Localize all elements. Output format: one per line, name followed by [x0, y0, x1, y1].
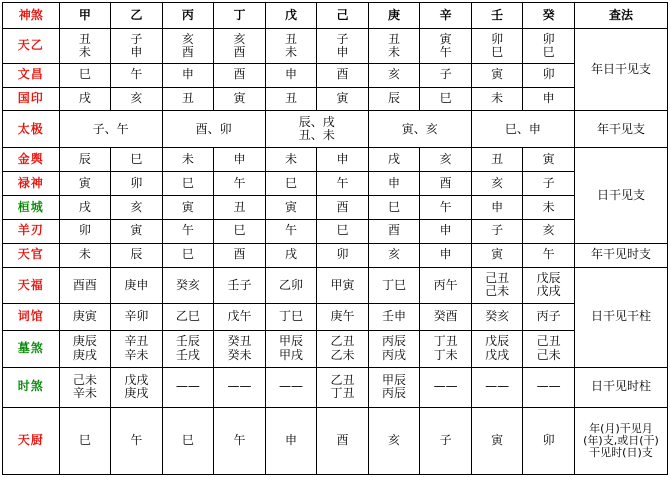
cell-tianyi-jia: 丑 未	[59, 29, 111, 64]
row-label-jinyu: 金舆	[3, 148, 60, 172]
cell-wenchang-wu: 申	[265, 63, 317, 87]
cell-tianguan-ren: 寅	[471, 243, 523, 267]
cell-lushen-ji: 午	[317, 172, 369, 196]
cell-taiji-wuji: 辰、戌 丑、未	[265, 111, 368, 148]
cell-taiji-rengui: 巳、申	[471, 111, 574, 148]
cell-shisha-bing: ——	[162, 367, 214, 408]
cell-huancheng-ren: 申	[471, 196, 523, 220]
cell-lushen-bing: 巳	[162, 172, 214, 196]
table-row-tianguan	[3, 243, 668, 267]
method-tianchu-line1: 年(月)干见月	[589, 421, 653, 435]
cell-wenchang-ding: 酉	[214, 63, 266, 87]
cell-tianfu-wu: 乙卯	[265, 267, 317, 304]
header-stem-wu: 戊	[265, 3, 317, 29]
cell-musha-ji: 乙丑 乙未	[317, 330, 369, 367]
cell-musha-jia: 庚辰 庚戌	[59, 330, 111, 367]
cell-taiji-jiayi: 子、午	[59, 111, 162, 148]
table-row-huancheng	[3, 196, 668, 220]
cell-lushen-yi: 卯	[111, 172, 163, 196]
cell-guoyin-ji: 寅	[317, 87, 369, 111]
table-row-wenchang	[3, 63, 668, 87]
cell-wenchang-gui: 卯	[523, 63, 575, 87]
row-label-tianyi: 天乙	[3, 29, 60, 64]
cell-musha-gui: 己丑 己未	[523, 330, 575, 367]
cell-yangren-geng: 酉	[368, 219, 420, 243]
cell-tianguan-xin: 申	[420, 243, 472, 267]
cell-taiji-gengxin: 寅、亥	[368, 111, 471, 148]
cell-yangren-ding: 巳	[214, 219, 266, 243]
header-stem-jia: 甲	[59, 3, 111, 29]
table-row-shisha	[3, 367, 668, 408]
table-row-taiji	[3, 111, 668, 148]
cell-tianyi-gui: 卯 巳	[523, 29, 575, 64]
cell-tianchu-xin: 子	[420, 408, 472, 475]
row-label-musha: 墓煞	[3, 330, 60, 367]
cell-jinyu-yi: 巳	[111, 148, 163, 172]
shensha-table	[2, 2, 668, 475]
header-stem-bing: 丙	[162, 3, 214, 29]
cell-guoyin-bing: 丑	[162, 87, 214, 111]
cell-guoyin-xin: 巳	[420, 87, 472, 111]
row-label-wenchang: 文昌	[3, 63, 60, 87]
cell-tianguan-bing: 巳	[162, 243, 214, 267]
cell-ciguan-xin: 癸酉	[420, 304, 472, 330]
cell-yangren-jia: 卯	[59, 219, 111, 243]
cell-lushen-gui: 子	[523, 172, 575, 196]
cell-jinyu-wu: 未	[265, 148, 317, 172]
cell-yangren-ren: 子	[471, 219, 523, 243]
cell-musha-yi: 辛丑 辛未	[111, 330, 163, 367]
cell-huancheng-ding: 丑	[214, 196, 266, 220]
cell-tianfu-geng: 丁巳	[368, 267, 420, 304]
cell-yangren-bing: 午	[162, 219, 214, 243]
cell-musha-bing: 壬辰 壬戌	[162, 330, 214, 367]
method-tianchu	[574, 408, 667, 475]
cell-tianfu-jia: 酉酉	[59, 267, 111, 304]
cell-guoyin-geng: 辰	[368, 87, 420, 111]
table-row-ciguan	[3, 304, 668, 330]
cell-huancheng-xin: 午	[420, 196, 472, 220]
cell-shisha-ren: ——	[471, 367, 523, 408]
cell-yangren-yi: 寅	[111, 219, 163, 243]
row-label-ciguan: 词馆	[3, 304, 60, 330]
cell-wenchang-ren: 寅	[471, 63, 523, 87]
header-corner: 神煞	[3, 3, 60, 29]
cell-ciguan-yi: 辛卯	[111, 304, 163, 330]
cell-tianfu-yi: 庚申	[111, 267, 163, 304]
cell-huancheng-gui: 未	[523, 196, 575, 220]
table-row-guoyin	[3, 87, 668, 111]
row-label-tianchu: 天厨	[3, 408, 60, 475]
cell-tianfu-ding: 壬子	[214, 267, 266, 304]
row-label-tianfu: 天福	[3, 267, 60, 304]
cell-tianyi-bing: 亥 酉	[162, 29, 214, 64]
table-header-row	[3, 3, 668, 29]
header-stem-yi: 乙	[111, 3, 163, 29]
cell-yangren-xin: 申	[420, 219, 472, 243]
cell-musha-ren: 戊辰 戊戌	[471, 330, 523, 367]
row-label-taiji: 太极	[3, 111, 60, 148]
method-taiji: 年干见支	[574, 111, 667, 148]
cell-ciguan-bing: 乙巳	[162, 304, 214, 330]
cell-jinyu-ren: 丑	[471, 148, 523, 172]
cell-ciguan-gui: 丙子	[523, 304, 575, 330]
cell-guoyin-ren: 未	[471, 87, 523, 111]
cell-ciguan-wu: 丁巳	[265, 304, 317, 330]
cell-wenchang-ji: 酉	[317, 63, 369, 87]
cell-yangren-gui: 亥	[523, 219, 575, 243]
cell-shisha-xin: ——	[420, 367, 472, 408]
cell-shisha-geng: 甲辰 丙辰	[368, 367, 420, 408]
cell-jinyu-xin: 亥	[420, 148, 472, 172]
cell-guoyin-jia: 戌	[59, 87, 111, 111]
cell-tianchu-jia: 巳	[59, 408, 111, 475]
cell-shisha-jia: 己未 辛未	[59, 367, 111, 408]
table-row-yangren	[3, 219, 668, 243]
cell-tianfu-ren: 己丑 己未	[471, 267, 523, 304]
row-label-lushen: 禄神	[3, 172, 60, 196]
cell-tianfu-bing: 癸亥	[162, 267, 214, 304]
header-stem-ding: 丁	[214, 3, 266, 29]
cell-ciguan-ding: 戊午	[214, 304, 266, 330]
cell-tianguan-ding: 酉	[214, 243, 266, 267]
table-row-lushen	[3, 172, 668, 196]
cell-shisha-ding: ——	[214, 367, 266, 408]
cell-tianyi-ding: 亥 酉	[214, 29, 266, 64]
cell-tianguan-jia: 未	[59, 243, 111, 267]
table-row-tianyi	[3, 29, 668, 64]
header-stem-xin: 辛	[420, 3, 472, 29]
cell-tianchu-ji: 酉	[317, 408, 369, 475]
cell-tianchu-bing: 巳	[162, 408, 214, 475]
cell-ciguan-ji: 庚午	[317, 304, 369, 330]
cell-guoyin-ding: 寅	[214, 87, 266, 111]
cell-tianguan-ji: 卯	[317, 243, 369, 267]
row-label-guoyin: 国印	[3, 87, 60, 111]
cell-wenchang-geng: 亥	[368, 63, 420, 87]
cell-musha-geng: 丙辰 丙戌	[368, 330, 420, 367]
header-stem-ji: 己	[317, 3, 369, 29]
cell-lushen-jia: 寅	[59, 172, 111, 196]
cell-tianchu-geng: 亥	[368, 408, 420, 475]
cell-wenchang-xin: 子	[420, 63, 472, 87]
cell-huancheng-geng: 巳	[368, 196, 420, 220]
cell-taiji-bingding: 酉、卯	[162, 111, 265, 148]
cell-guoyin-gui: 申	[523, 87, 575, 111]
cell-tianfu-gui: 戊辰 戊戌	[523, 267, 575, 304]
cell-ciguan-geng: 壬申	[368, 304, 420, 330]
cell-tianchu-ding: 午	[214, 408, 266, 475]
row-label-shisha: 时煞	[3, 367, 60, 408]
row-label-tianguan: 天官	[3, 243, 60, 267]
cell-tianchu-yi: 午	[111, 408, 163, 475]
cell-shisha-yi: 戊戌 庚戌	[111, 367, 163, 408]
cell-tianchu-ren: 寅	[471, 408, 523, 475]
cell-tianguan-yi: 辰	[111, 243, 163, 267]
table-row-tianchu	[3, 408, 668, 475]
cell-jinyu-ji: 申	[317, 148, 369, 172]
table-row-tianfu	[3, 267, 668, 304]
cell-tianyi-yi: 子 申	[111, 29, 163, 64]
cell-musha-ding: 癸丑 癸未	[214, 330, 266, 367]
header-stem-geng: 庚	[368, 3, 420, 29]
cell-huancheng-jia: 戌	[59, 196, 111, 220]
cell-lushen-xin: 酉	[420, 172, 472, 196]
cell-jinyu-jia: 辰	[59, 148, 111, 172]
method-tianguan: 年干见时支	[574, 243, 667, 267]
method-tianchu-line2: (年)支,或日(干)	[583, 433, 659, 447]
cell-yangren-wu: 午	[265, 219, 317, 243]
cell-tianguan-geng: 亥	[368, 243, 420, 267]
cell-tianyi-ren: 卯 巳	[471, 29, 523, 64]
cell-guoyin-wu: 丑	[265, 87, 317, 111]
cell-huancheng-bing: 寅	[162, 196, 214, 220]
cell-lushen-ren: 亥	[471, 172, 523, 196]
header-stem-gui: 癸	[523, 3, 575, 29]
method-rigan-group: 日干见支	[574, 148, 667, 243]
method-riganjianganzhu-group: 日干见干柱	[574, 267, 667, 367]
table-row-musha	[3, 330, 668, 367]
cell-huancheng-wu: 寅	[265, 196, 317, 220]
row-label-huancheng: 桓城	[3, 196, 60, 220]
cell-jinyu-bing: 未	[162, 148, 214, 172]
cell-yangren-ji: 巳	[317, 219, 369, 243]
cell-musha-xin: 丁丑 丁未	[420, 330, 472, 367]
cell-jinyu-ding: 申	[214, 148, 266, 172]
cell-tianchu-wu: 申	[265, 408, 317, 475]
cell-guoyin-yi: 亥	[111, 87, 163, 111]
cell-jinyu-gui: 寅	[523, 148, 575, 172]
cell-tianchu-gui: 卯	[523, 408, 575, 475]
cell-lushen-ding: 午	[214, 172, 266, 196]
method-tianyi-group: 年日干见支	[574, 29, 667, 111]
header-method: 查法	[574, 3, 667, 29]
row-label-yangren: 羊刃	[3, 219, 60, 243]
cell-tianyi-wu: 丑 未	[265, 29, 317, 64]
method-tianchu-line3: 干见时(日)支	[589, 446, 653, 460]
method-shisha: 日干见时柱	[574, 367, 667, 408]
cell-tianguan-gui: 午	[523, 243, 575, 267]
cell-tianfu-xin: 丙午	[420, 267, 472, 304]
cell-tianyi-xin: 寅 午	[420, 29, 472, 64]
cell-jinyu-geng: 戌	[368, 148, 420, 172]
table-row-jinyu	[3, 148, 668, 172]
cell-wenchang-jia: 巳	[59, 63, 111, 87]
cell-tianyi-geng: 丑 未	[368, 29, 420, 64]
cell-huancheng-ji: 酉	[317, 196, 369, 220]
cell-shisha-gui: ——	[523, 367, 575, 408]
cell-shisha-ji: 乙丑 丁丑	[317, 367, 369, 408]
cell-tianfu-ji: 甲寅	[317, 267, 369, 304]
cell-wenchang-bing: 申	[162, 63, 214, 87]
cell-lushen-wu: 巳	[265, 172, 317, 196]
cell-ciguan-jia: 庚寅	[59, 304, 111, 330]
cell-shisha-wu: ——	[265, 367, 317, 408]
cell-ciguan-ren: 癸亥	[471, 304, 523, 330]
cell-tianguan-wu: 戌	[265, 243, 317, 267]
cell-tianyi-ji: 子 申	[317, 29, 369, 64]
cell-huancheng-yi: 亥	[111, 196, 163, 220]
cell-lushen-geng: 申	[368, 172, 420, 196]
cell-musha-wu: 甲辰 甲戌	[265, 330, 317, 367]
header-stem-ren: 壬	[471, 3, 523, 29]
cell-wenchang-yi: 午	[111, 63, 163, 87]
